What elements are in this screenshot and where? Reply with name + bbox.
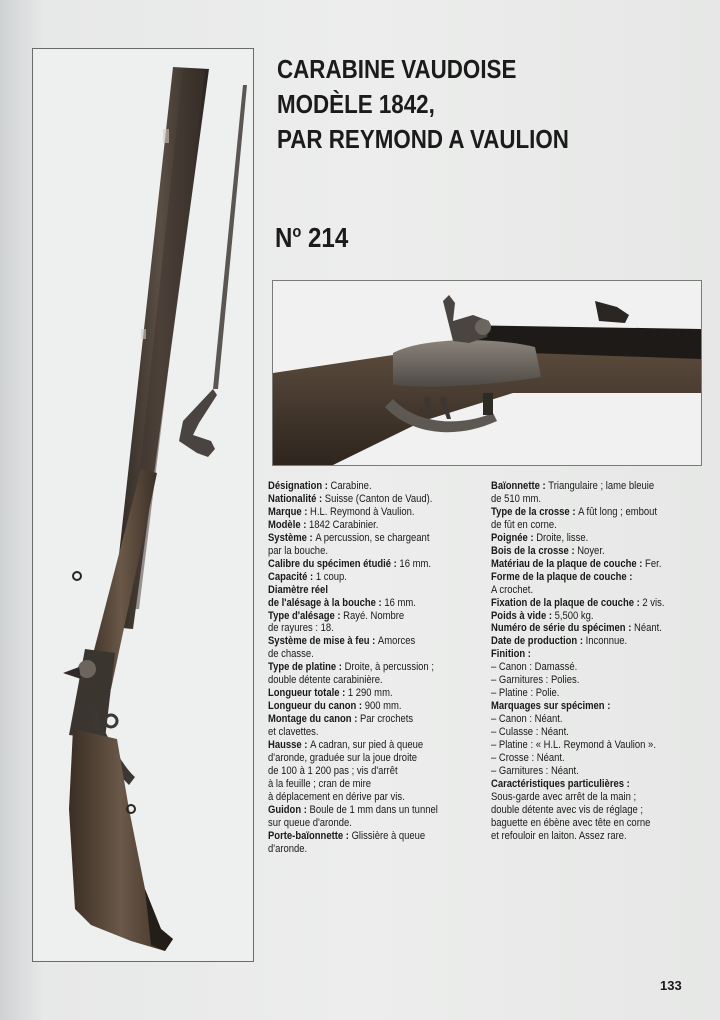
- number-value: 214: [308, 222, 349, 253]
- spec-row: [491, 726, 716, 739]
- number-sup: o: [292, 222, 302, 241]
- spec-value: 16 mm.: [399, 557, 431, 570]
- spec-value: de 510 mm.: [491, 492, 541, 505]
- specs-left-list: [268, 480, 493, 856]
- spec-value: Droite, lisse.: [536, 531, 589, 544]
- spec-row: [491, 830, 716, 843]
- spec-value: baguette en ébène avec tête en corne: [491, 816, 651, 829]
- spec-row: [268, 519, 493, 532]
- spec-value: Sous-garde avec arrêt de la main ;: [491, 790, 637, 803]
- spec-value: de rayures : 18.: [268, 622, 334, 635]
- spec-row: [268, 648, 493, 661]
- lock-illustration: [273, 281, 701, 465]
- spec-label: Modèle :: [268, 518, 309, 531]
- spec-row: [268, 700, 493, 713]
- spec-value: 1842 Carabinier.: [308, 518, 379, 531]
- spec-label: Capacité :: [268, 570, 316, 583]
- spec-row: [268, 804, 493, 817]
- spec-label: Diamètre réel: [268, 583, 328, 596]
- spec-value: – Platine : Polie.: [491, 687, 560, 700]
- spec-label: Caractéristiques particulières :: [491, 777, 630, 790]
- spec-row: [491, 610, 716, 623]
- spec-row: [268, 610, 493, 623]
- spec-row: [491, 687, 716, 700]
- spec-value: Fer.: [645, 557, 662, 570]
- spec-value: 2 vis.: [642, 596, 665, 609]
- spec-value: Suisse (Canton de Vaud).: [324, 492, 433, 505]
- spec-value: A crochet.: [491, 583, 534, 596]
- spec-label: Finition :: [491, 648, 531, 661]
- spec-label: Numéro de série du spécimen :: [491, 622, 635, 635]
- spec-label: Hausse :: [268, 739, 311, 752]
- spec-label: Guidon :: [268, 803, 310, 816]
- spec-row: [491, 532, 716, 545]
- spec-value: à la feuille ; cran de mire: [268, 777, 372, 790]
- spec-value: par la bouche.: [268, 544, 328, 557]
- spec-label: Fixation de la plaque de couche :: [491, 596, 643, 609]
- spec-row: [268, 739, 493, 752]
- spec-value: A fût long ; embout: [578, 505, 658, 518]
- spec-value: sur queue d'aronde.: [268, 816, 352, 829]
- spec-label: Système :: [268, 531, 316, 544]
- spec-label: Poignée :: [491, 531, 537, 544]
- spec-row: [268, 635, 493, 648]
- number-prefix: N: [275, 222, 293, 253]
- spec-label: Matériau de la plaque de couche :: [491, 557, 646, 570]
- spec-row: [491, 558, 716, 571]
- spec-row: [491, 765, 716, 778]
- spec-value: 1 290 mm.: [347, 687, 393, 700]
- spec-row: [491, 480, 716, 493]
- spec-value: de chasse.: [268, 648, 314, 661]
- spec-value: Carabine.: [330, 480, 372, 492]
- spec-row: [491, 622, 716, 635]
- spec-row: [491, 635, 716, 648]
- spec-label: Marque :: [268, 505, 311, 518]
- spec-label: Porte-baïonnette :: [268, 829, 352, 842]
- spec-row: [491, 584, 716, 597]
- spec-value: Rayé. Nombre: [343, 609, 405, 622]
- spec-row: [268, 791, 493, 804]
- spec-label: Nationalité :: [268, 492, 325, 505]
- spec-value: H.L. Reymond à Vaulion.: [310, 505, 415, 518]
- specs-right-list: [491, 480, 716, 843]
- spec-row: [268, 506, 493, 519]
- spec-label: Montage du canon :: [268, 713, 360, 726]
- spec-row: [268, 597, 493, 610]
- spec-value: double détente avec vis de réglage ;: [491, 803, 644, 816]
- spec-label: de l'alésage à la bouche :: [268, 596, 385, 609]
- title-line-2: MODÈLE 1842,: [277, 89, 435, 119]
- title-line-3: PAR REYMOND A VAULION: [277, 124, 569, 154]
- spec-label: Poids à vide :: [491, 609, 555, 622]
- spec-row: [491, 791, 716, 804]
- spec-value: 5,500 kg.: [554, 609, 594, 622]
- spec-value: Par crochets: [359, 713, 414, 726]
- spec-value: Droite, à percussion ;: [344, 661, 434, 674]
- spec-value: – Platine : « H.L. Reymond à Vaulion ».: [491, 739, 656, 752]
- lock-detail-photo: [272, 280, 702, 466]
- spec-row: [491, 674, 716, 687]
- spec-row: [268, 584, 493, 597]
- specs-left-column: [268, 480, 500, 856]
- spec-row: [268, 545, 493, 558]
- spec-row: [268, 687, 493, 700]
- spec-value: et refouloir en laiton. Assez rare.: [491, 829, 627, 842]
- spec-label: Forme de la plaque de couche :: [491, 570, 633, 583]
- page-number: 133: [660, 978, 682, 993]
- spec-row: [268, 817, 493, 830]
- spec-value: Boule de 1 mm dans un tunnel: [309, 803, 438, 816]
- spec-label: Désignation :: [268, 480, 331, 492]
- spec-value: Néant.: [634, 622, 662, 635]
- spec-value: d'aronde, graduée sur la joue droite: [268, 752, 418, 765]
- spec-row: [268, 830, 493, 843]
- spec-label: Longueur totale :: [268, 687, 348, 700]
- catalog-number: [275, 222, 348, 254]
- spec-row: [268, 558, 493, 571]
- spec-label: Système de mise à feu :: [268, 635, 378, 648]
- spec-value: et clavettes.: [268, 726, 319, 739]
- spec-label: Marquages sur spécimen :: [491, 700, 611, 713]
- spec-label: Calibre du spécimen étudié :: [268, 557, 400, 570]
- spec-row: [491, 597, 716, 610]
- spec-row: [491, 804, 716, 817]
- spec-row: [268, 752, 493, 765]
- article-title: [277, 52, 638, 157]
- spec-value: – Canon : Néant.: [491, 713, 563, 726]
- spec-row: [491, 661, 716, 674]
- spec-value: Triangulaire ; lame bleuie: [548, 480, 655, 492]
- spec-row: [491, 778, 716, 791]
- spec-value: 16 mm.: [384, 596, 416, 609]
- spec-row: [268, 661, 493, 674]
- spec-label: Type de platine :: [268, 661, 345, 674]
- spec-row: [268, 622, 493, 635]
- spec-label: Baïonnette :: [491, 480, 549, 492]
- spec-row: [268, 713, 493, 726]
- spec-row: [491, 817, 716, 830]
- spec-value: – Crosse : Néant.: [491, 752, 565, 765]
- spec-label: Type d'alésage :: [268, 609, 344, 622]
- spec-row: [268, 726, 493, 739]
- spec-value: – Culasse : Néant.: [491, 726, 569, 739]
- spec-label: Bois de la crosse :: [491, 544, 578, 557]
- spec-value: – Garnitures : Néant.: [491, 764, 579, 777]
- spec-row: [491, 648, 716, 661]
- spec-value: Amorces: [377, 635, 416, 648]
- spec-value: – Canon : Damassé.: [491, 661, 578, 674]
- spec-value: Glissière à queue: [351, 829, 426, 842]
- spec-row: [491, 713, 716, 726]
- spec-row: [491, 752, 716, 765]
- spec-row: [491, 493, 716, 506]
- spec-value: de 100 à 1 200 pas ; vis d'arrêt: [268, 764, 398, 777]
- rifle-illustration: [33, 49, 253, 961]
- spec-row: [268, 480, 493, 493]
- spec-row: [491, 519, 716, 532]
- spec-value: 900 mm.: [364, 700, 402, 713]
- spec-row: [268, 843, 493, 856]
- spec-value: – Garnitures : Polies.: [491, 674, 580, 687]
- spec-value: A cadran, sur pied à queue: [310, 739, 424, 752]
- title-line-1: CARABINE VAUDOISE: [277, 54, 517, 84]
- spec-label: Longueur du canon :: [268, 700, 365, 713]
- spec-row: [268, 765, 493, 778]
- spec-label: Type de la crosse :: [491, 505, 579, 518]
- spec-value: Noyer.: [577, 544, 605, 557]
- spec-row: [268, 493, 493, 506]
- spec-value: double détente carabinière.: [268, 674, 383, 687]
- spec-row: [268, 532, 493, 545]
- spec-row: [268, 674, 493, 687]
- spec-row: [491, 571, 716, 584]
- spec-label: Date de production :: [491, 635, 586, 648]
- rifle-photo: [32, 48, 254, 962]
- spec-value: à déplacement en dérive par vis.: [268, 790, 405, 803]
- spec-row: [491, 545, 716, 558]
- spec-row: [491, 700, 716, 713]
- specs-right-column: [491, 480, 717, 843]
- spec-value: A percussion, se chargeant: [315, 531, 430, 544]
- spec-value: d'aronde.: [268, 842, 308, 855]
- spec-value: de fût en corne.: [491, 518, 557, 531]
- spec-value: 1 coup.: [315, 570, 347, 583]
- spec-value: Inconnue.: [585, 635, 628, 648]
- spec-row: [268, 778, 493, 791]
- spec-row: [491, 506, 716, 519]
- spec-row: [268, 571, 493, 584]
- spec-row: [491, 739, 716, 752]
